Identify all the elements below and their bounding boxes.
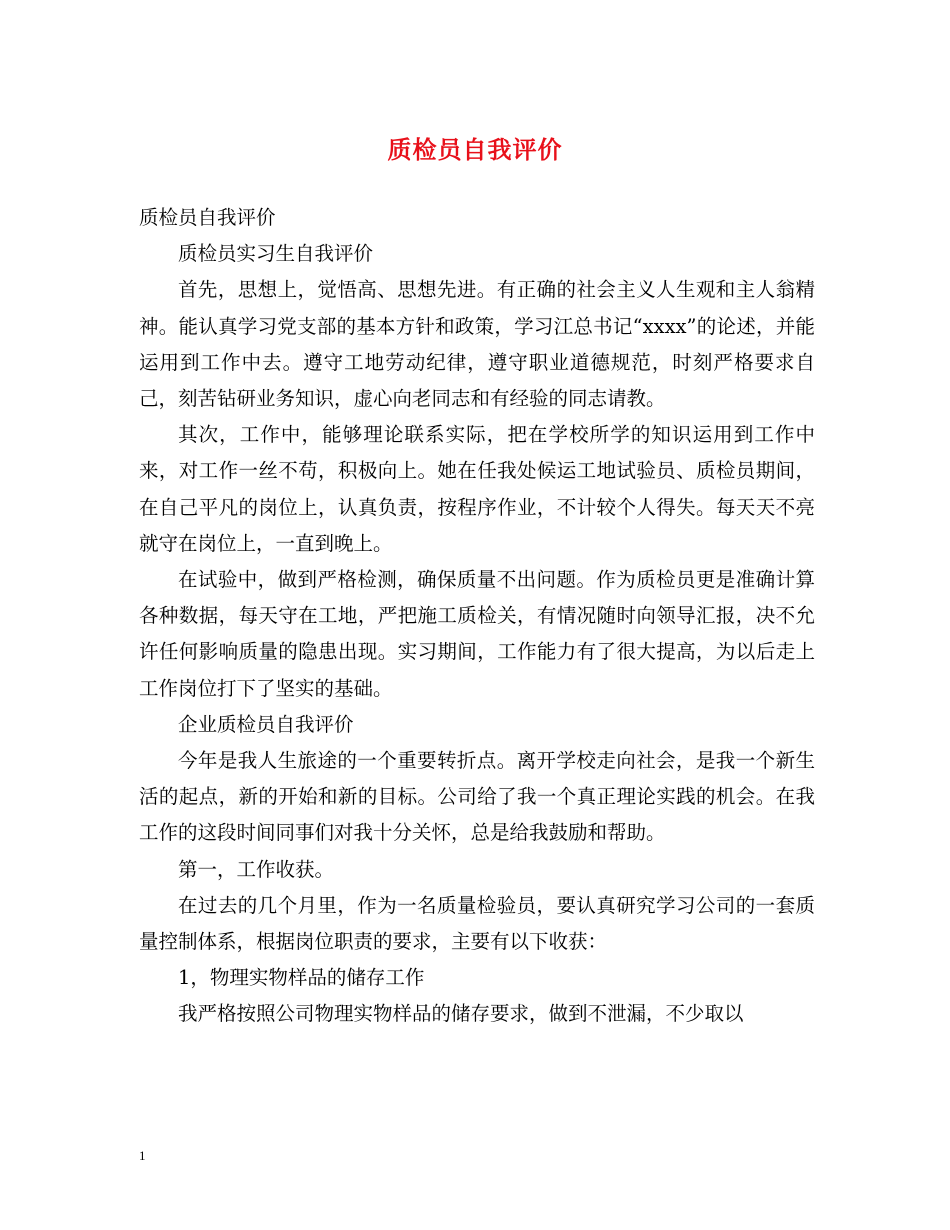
document-title: 质检员自我评价 (387, 135, 563, 164)
page-number: 1 (139, 1148, 146, 1163)
paragraph: 质检员自我评价 (139, 206, 276, 229)
paragraph: 第一，工作收获。 (178, 857, 335, 881)
document-body (139, 200, 815, 1033)
paragraph: 今年是我人生旅途的一个重要转折点。离开学校走向社会，是我一个新生活的起点，新的开始和新的目标。公司给了我一个真正理论实践的机会。在我工作的这段时间同事们对我十分关怀，总是给我鼓励和帮助。 (139, 749, 815, 845)
paragraph: 在试验中，做到严格检测，确保质量不出问题。作为质检员更是准确计算各种数据，每天守在工地，严把施工质检关，有情况随时向领导汇报，决不允许任何影响质量的隐患出现。实习期间，工作能力有了很大提高，为以后走上工作岗位打下了坚实的基础。 (139, 568, 815, 700)
paragraph: 质检员实习生自我评价 (178, 242, 374, 266)
paragraph: 1，物理实物样品的储存工作 (178, 966, 425, 990)
paragraph: 其次，工作中，能够理论联系实际，把在学校所学的知识运用到工作中来，对工作一丝不苟，积极向上。她在任我处候运工地试验员、质检员期间，在自己平凡的岗位上，认真负责，按程序作业，不计较个人得失。每天天不亮就守在岗位上，一直到晚上。 (139, 423, 815, 555)
paragraph: 我严格按照公司物理实物样品的储存要求，做到不泄漏，不少取以 (178, 1002, 744, 1026)
paragraph: 在过去的几个月里，作为一名质量检验员，要认真研究学习公司的一套质量控制体系，根据岗位职责的要求，主要有以下收获： (139, 893, 815, 954)
paragraph: 企业质检员自我评价 (178, 712, 354, 736)
paragraph: 首先，思想上，觉悟高、思想先进。有正确的社会主义人生观和主人翁精神。能认真学习党支部的基本方针和政策，学习江总书记“xxxx”的论述，并能运用到工作中去。遵守工地劳动纪律，遵守职业道德规范，时刻严格要求自己，刻苦钻研业务知识，虚心向老同志和有经验的同志请教。 (139, 278, 815, 411)
